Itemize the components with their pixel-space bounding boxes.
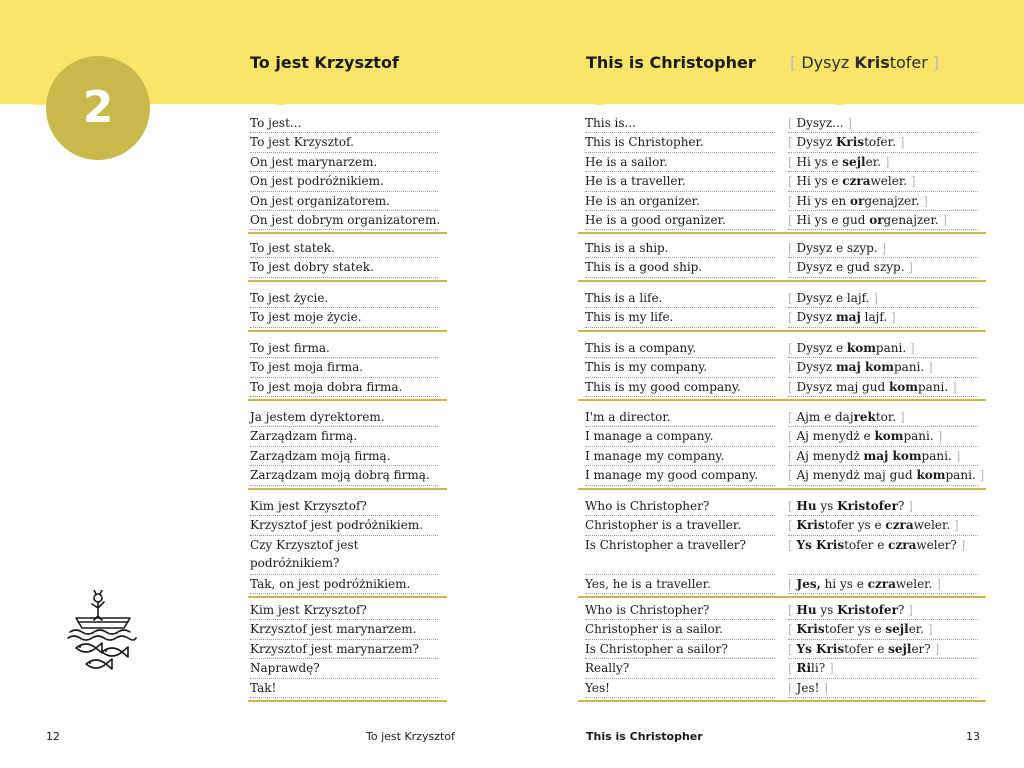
table-row xyxy=(248,133,447,152)
table-row xyxy=(578,239,986,258)
pronunciation: [ Rili? ] xyxy=(788,659,978,678)
english-phrase: I manage a company. xyxy=(585,427,775,446)
english-phrase: Who is Christopher? xyxy=(585,601,775,620)
table-row xyxy=(578,133,986,152)
polish-group xyxy=(248,114,447,234)
polish-phrase: Tak, on jest podróżnikiem. xyxy=(250,575,438,594)
pronunciation: [ Dysyz e szyp. ] xyxy=(788,239,978,258)
pronunciation: [ Dysyz e gud szyp. ] xyxy=(788,258,978,277)
left-running-title: To jest Krzysztof xyxy=(366,730,455,743)
table-row xyxy=(578,308,986,327)
english-group xyxy=(578,408,986,490)
table-row xyxy=(578,289,986,308)
english-phrase: He is an organizer. xyxy=(585,192,775,211)
right-page-number: 13 xyxy=(966,730,980,743)
polish-phrase: On jest dobrym organizatorem. xyxy=(250,211,438,230)
heading-english: This is Christopher xyxy=(586,53,756,72)
english-phrase: Is Christopher a sailor? xyxy=(585,640,775,659)
polish-group xyxy=(248,497,447,598)
left-page-number: 12 xyxy=(46,730,60,743)
table-row xyxy=(578,497,986,516)
polish-phrase: Kim jest Krzysztof? xyxy=(250,601,438,620)
polish-group xyxy=(248,601,447,702)
polish-phrase: Naprawdę? xyxy=(250,659,438,678)
table-row xyxy=(578,679,986,698)
table-row xyxy=(248,679,447,698)
polish-phrase: Ja jestem dyrektorem. xyxy=(250,408,438,427)
polish-group xyxy=(248,339,447,401)
english-phrase: Who is Christopher? xyxy=(585,497,775,516)
pronunciation: [ Hu ys Kristofer? ] xyxy=(788,497,978,516)
table-row xyxy=(578,153,986,172)
pronunciation: [ Hi ys en orgenajzer. ] xyxy=(788,192,978,211)
table-row xyxy=(578,447,986,466)
pronunciation: [ Hu ys Kristofer? ] xyxy=(788,601,978,620)
right-running-title: This is Christopher xyxy=(586,730,703,743)
polish-phrase: On jest podróżnikiem. xyxy=(250,172,438,191)
polish-phrase: Zarządzam moją firmą. xyxy=(250,447,438,466)
english-phrase: This is my good company. xyxy=(585,378,775,397)
table-row xyxy=(248,447,447,466)
english-group xyxy=(578,339,986,401)
english-phrase: This is a good ship. xyxy=(585,258,775,277)
table-row xyxy=(578,427,986,446)
table-row xyxy=(578,172,986,191)
polish-group xyxy=(248,239,447,282)
polish-phrase: Krzysztof jest podróżnikiem. xyxy=(250,516,438,535)
table-row xyxy=(248,497,447,516)
english-phrase: This is Christopher. xyxy=(585,133,775,152)
pronunciation: [ Hi ys e sejler. ] xyxy=(788,153,978,172)
english-phrase: I manage my company. xyxy=(585,447,775,466)
table-row xyxy=(248,575,447,594)
table-row xyxy=(578,601,986,620)
table-row xyxy=(578,620,986,639)
english-phrase: Really? xyxy=(585,659,775,678)
pronunciation: [ Dysyz maj lajf. ] xyxy=(788,308,978,327)
english-phrase: I'm a director. xyxy=(585,408,775,427)
table-row xyxy=(248,339,447,358)
english-phrase: He is a good organizer. xyxy=(585,211,775,230)
table-row xyxy=(248,172,447,191)
table-row xyxy=(248,640,447,659)
polish-phrase: To jest moje życie. xyxy=(250,308,438,327)
pronunciation: [ Dysyz e kompani. ] xyxy=(788,339,978,358)
pronunciation: [ Aj menydż maj kompani. ] xyxy=(788,447,978,466)
table-row xyxy=(578,408,986,427)
pronunciation: [ Ys Kristofer e sejler? ] xyxy=(788,640,978,659)
polish-group xyxy=(248,408,447,490)
polish-phrase: On jest organizatorem. xyxy=(250,192,438,211)
table-row xyxy=(578,536,986,575)
polish-phrase: To jest Krzysztof. xyxy=(250,133,438,152)
polish-phrase: To jest moja dobra firma. xyxy=(250,378,438,397)
table-row xyxy=(248,427,447,446)
polish-phrase: On jest marynarzem. xyxy=(250,153,438,172)
table-row xyxy=(248,466,447,485)
table-row xyxy=(248,114,447,133)
table-row xyxy=(578,659,986,678)
polish-phrase: Czy Krzysztof jest podróżnikiem? xyxy=(250,536,438,575)
table-row xyxy=(248,308,447,327)
polish-phrase: Zarządzam moją dobrą firmą. xyxy=(250,466,438,485)
polish-phrase: Tak! xyxy=(250,679,438,698)
torn-edge xyxy=(0,96,1024,110)
english-phrase: Yes, he is a traveller. xyxy=(585,575,775,594)
pronunciation: [ Ys Kristofer e czraweler? ] xyxy=(788,536,978,575)
boat-fish-illustration xyxy=(66,590,138,676)
pronunciation: [ Hi ys e gud orgenajzer. ] xyxy=(788,211,978,230)
pronunciation: [ Aj menydż e kompani. ] xyxy=(788,427,978,446)
table-row xyxy=(578,640,986,659)
english-group xyxy=(578,289,986,332)
table-row xyxy=(248,239,447,258)
english-phrase: This is... xyxy=(585,114,775,133)
table-row xyxy=(578,358,986,377)
english-phrase: Christopher is a sailor. xyxy=(585,620,775,639)
pronunciation: [ Dysyz... ] xyxy=(788,114,978,133)
pronunciation: [ Dysyz maj gud kompani. ] xyxy=(788,378,978,397)
table-row xyxy=(248,289,447,308)
heading-polish: To jest Krzysztof xyxy=(250,53,399,72)
polish-phrase: To jest... xyxy=(250,114,438,133)
pronunciation: [ Aj menydż maj gud kompani. ] xyxy=(788,466,978,485)
polish-phrase: Zarządzam firmą. xyxy=(250,427,438,446)
pronunciation: [ Dysyz maj kompani. ] xyxy=(788,358,978,377)
table-row xyxy=(248,153,447,172)
table-row xyxy=(578,466,986,485)
english-phrase: This is a company. xyxy=(585,339,775,358)
table-row xyxy=(248,659,447,678)
table-row xyxy=(248,358,447,377)
english-group xyxy=(578,497,986,598)
table-row xyxy=(578,211,986,230)
table-row xyxy=(248,408,447,427)
polish-phrase: Krzysztof jest marynarzem. xyxy=(250,620,438,639)
table-row xyxy=(578,339,986,358)
table-row xyxy=(578,258,986,277)
table-row xyxy=(578,192,986,211)
polish-phrase: To jest moja firma. xyxy=(250,358,438,377)
pronunciation: [ Dysyz Kristofer. ] xyxy=(788,133,978,152)
pronunciation: [ Dysyz e lajf. ] xyxy=(788,289,978,308)
english-phrase: This is my company. xyxy=(585,358,775,377)
english-phrase: This is my life. xyxy=(585,308,775,327)
table-row xyxy=(578,516,986,535)
english-phrase: Christopher is a traveller. xyxy=(585,516,775,535)
polish-phrase: Krzysztof jest marynarzem? xyxy=(250,640,438,659)
table-row xyxy=(248,258,447,277)
polish-phrase: Kim jest Krzysztof? xyxy=(250,497,438,516)
english-phrase: This is a life. xyxy=(585,289,775,308)
table-row xyxy=(248,211,447,230)
pronunciation: [ Jes! ] xyxy=(788,679,978,698)
pronunciation: [ Jes, hi ys e czraweler. ] xyxy=(788,575,978,594)
table-row xyxy=(248,192,447,211)
polish-phrase: To jest statek. xyxy=(250,239,438,258)
table-row xyxy=(578,378,986,397)
english-group xyxy=(578,601,986,702)
chapter-number: 2 xyxy=(46,56,150,160)
english-phrase: Is Christopher a traveller? xyxy=(585,536,775,575)
polish-phrase: To jest życie. xyxy=(250,289,438,308)
table-row xyxy=(578,114,986,133)
english-group xyxy=(578,239,986,282)
pronunciation: [ Ajm e dajrektor. ] xyxy=(788,408,978,427)
english-group xyxy=(578,114,986,234)
polish-phrase: To jest dobry statek. xyxy=(250,258,438,277)
polish-group xyxy=(248,289,447,332)
pronunciation: [ Hi ys e czraweler. ] xyxy=(788,172,978,191)
table-row xyxy=(248,536,447,575)
polish-phrase: To jest firma. xyxy=(250,339,438,358)
table-row xyxy=(578,575,986,594)
table-row xyxy=(248,620,447,639)
pronunciation: [ Kristofer ys e sejler. ] xyxy=(788,620,978,639)
table-row xyxy=(248,516,447,535)
english-phrase: This is a ship. xyxy=(585,239,775,258)
english-phrase: Yes! xyxy=(585,679,775,698)
pronunciation: [ Kristofer ys e czraweler. ] xyxy=(788,516,978,535)
table-row xyxy=(248,378,447,397)
english-phrase: He is a traveller. xyxy=(585,172,775,191)
english-phrase: I manage my good company. xyxy=(585,466,775,485)
table-row xyxy=(248,601,447,620)
heading-pronunciation: [ Dysyz Kristofer ] xyxy=(790,53,940,72)
english-phrase: He is a sailor. xyxy=(585,153,775,172)
